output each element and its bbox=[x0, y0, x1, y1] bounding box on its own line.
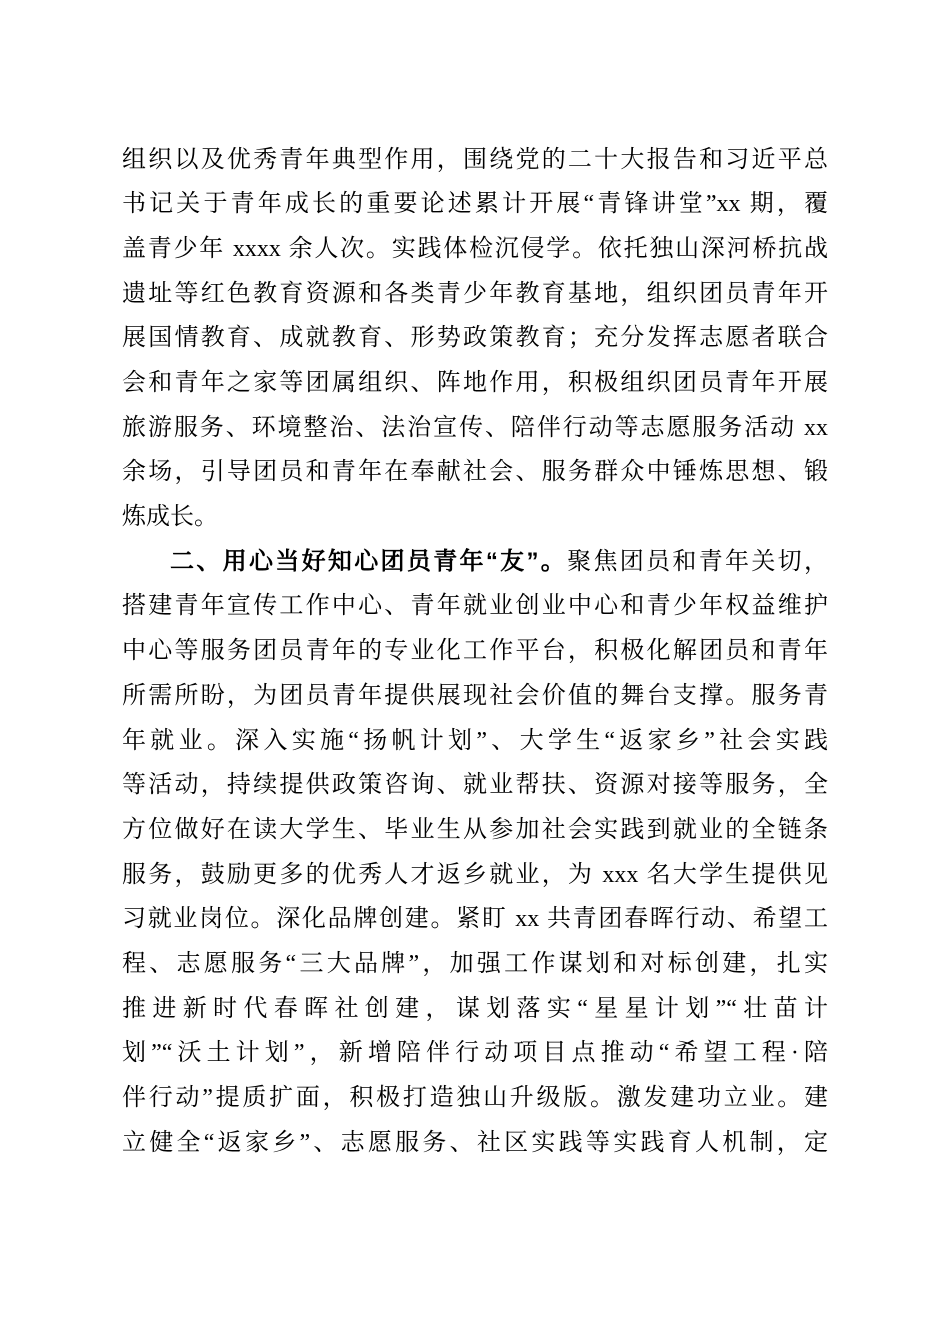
text-line: 等活动，持续提供政策咨询、就业帮扶、资源对接等服务，全 bbox=[122, 772, 828, 799]
paragraph-continued bbox=[122, 138, 828, 540]
text-line: 中心等服务团员青年的专业化工作平台，积极化解团员和青年 bbox=[122, 638, 828, 665]
text-line: 立健全“返家乡”、志愿服务、社区实践等实践育人机制，定 bbox=[122, 1129, 828, 1156]
text-line-with-heading bbox=[122, 540, 828, 585]
text-line: 盖青少年 xxxx 余人次。实践体检沉侵学。依托独山深河桥抗战 bbox=[122, 235, 828, 262]
text-line: 炼成长。 bbox=[122, 504, 218, 531]
text-line: 推进新时代春晖社创建，谋划落实“星星计划”“壮苗计 bbox=[122, 995, 828, 1022]
text-line: 伴行动”提质扩面，积极打造独山升级版。激发建功立业。建 bbox=[122, 1085, 828, 1112]
text-line: 年就业。深入实施“扬帆计划”、大学生“返家乡”社会实践 bbox=[122, 727, 828, 754]
text-line: 方位做好在读大学生、毕业生从参加社会实践到就业的全链条 bbox=[122, 816, 828, 843]
paragraph-section-two bbox=[122, 540, 828, 1166]
text-line: 搭建青年宣传工作中心、青年就业创业中心和青少年权益维护 bbox=[122, 593, 828, 620]
text-line: 书记关于青年成长的重要论述累计开展“青锋讲堂”xx 期，覆 bbox=[122, 191, 828, 218]
text-line: 旅游服务、环境整治、法治宣传、陪伴行动等志愿服务活动 xx bbox=[122, 414, 828, 441]
section-heading: 二、用心当好知心团员青年“友”。 bbox=[170, 547, 568, 575]
text-line: 遗址等红色教育资源和各类青少年教育基地，组织团员青年开 bbox=[122, 280, 828, 307]
text-line: 余场，引导团员和青年在奉献社会、服务群众中锤炼思想、锻 bbox=[122, 459, 828, 486]
text-line: 服务，鼓励更多的优秀人才返乡就业，为 xxx 名大学生提供见 bbox=[122, 861, 828, 888]
text-line: 展国情教育、成就教育、形势政策教育；充分发挥志愿者联合 bbox=[122, 325, 828, 352]
text-line: 会和青年之家等团属组织、阵地作用，积极组织团员青年开展 bbox=[122, 370, 828, 397]
document-page bbox=[122, 138, 828, 1166]
text-line: 组织以及优秀青年典型作用，围绕党的二十大报告和习近平总 bbox=[122, 146, 828, 173]
text-line: 习就业岗位。深化品牌创建。紧盯 xx 共青团春晖行动、希望工 bbox=[122, 906, 828, 933]
text-span: 聚焦团员和青年关切， bbox=[567, 548, 828, 575]
text-line: 程、志愿服务“三大品牌”，加强工作谋划和对标创建，扎实 bbox=[122, 950, 828, 977]
text-line: 所需所盼，为团员青年提供展现社会价值的舞台支撑。服务青 bbox=[122, 682, 828, 709]
text-line: 划”“沃土计划”，新增陪伴行动项目点推动“希望工程·陪 bbox=[122, 1040, 828, 1067]
